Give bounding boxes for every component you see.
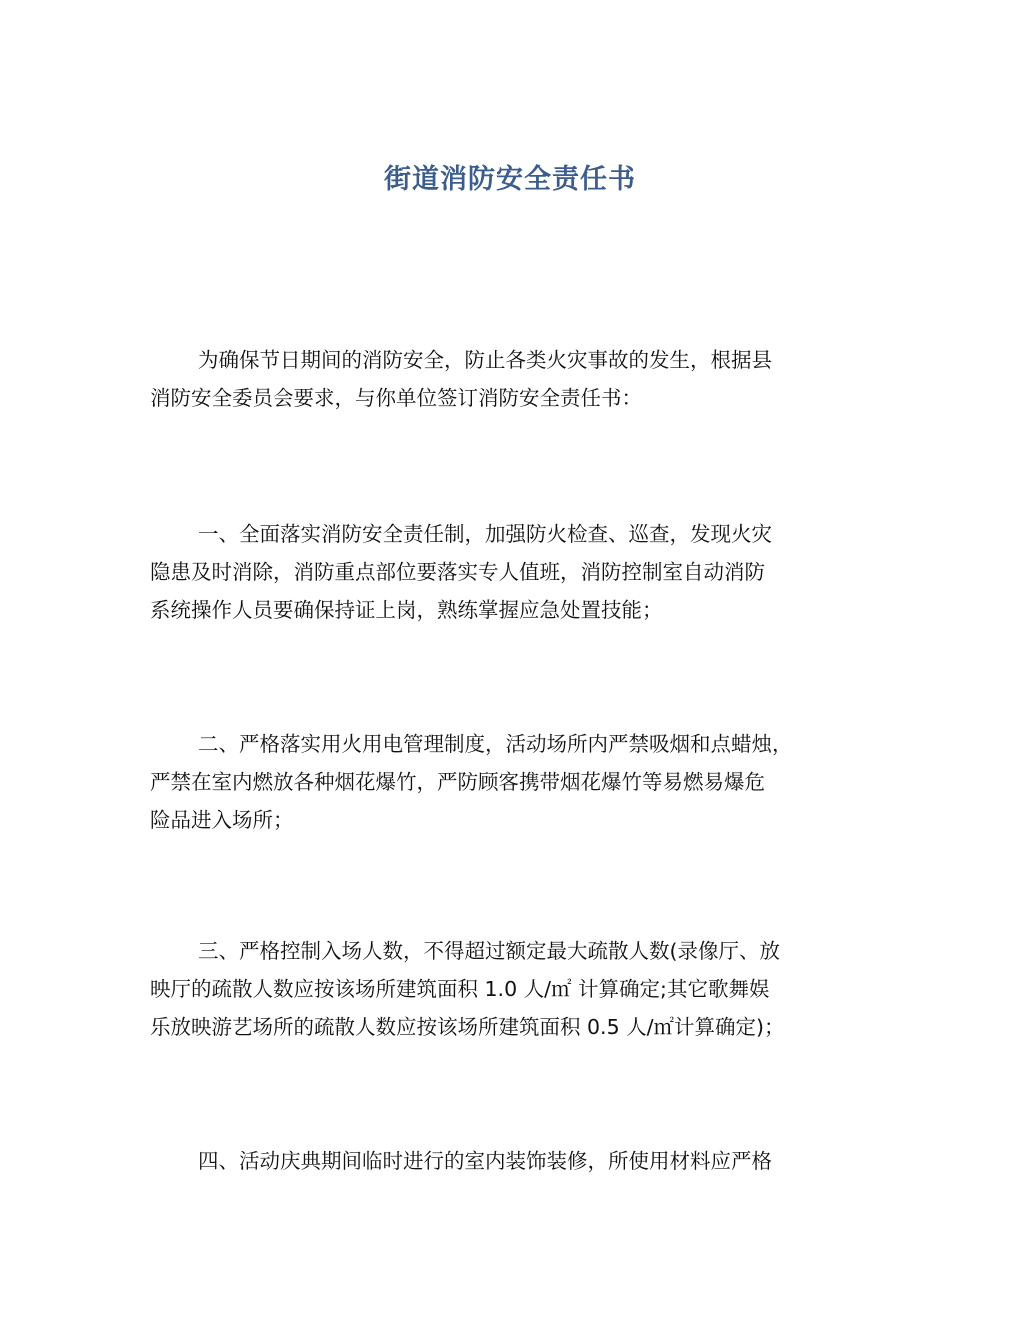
paragraph-line: 险品进入场所； — [150, 808, 294, 832]
paragraph-line: 一、全面落实消防安全责任制，加强防火检查、巡查，发现火灾 — [198, 522, 772, 546]
paragraph-line: 严禁在室内燃放各种烟花爆竹，严防顾客携带烟花爆竹等易燃易爆危 — [150, 770, 765, 794]
paragraph-item-three — [150, 932, 870, 1046]
paragraph-intro — [150, 341, 870, 417]
paragraph-item-one — [150, 515, 870, 629]
paragraph-line: 消防安全委员会要求，与你单位签订消防安全责任书： — [150, 386, 642, 410]
paragraph-line: 四、活动庆典期间临时进行的室内装饰装修，所使用材料应严格 — [198, 1149, 772, 1173]
paragraph-item-four — [150, 1142, 870, 1180]
paragraph-line: 隐患及时消除，消防重点部位要落实专人值班，消防控制室自动消防 — [150, 560, 765, 584]
paragraph-line: 为确保节日期间的消防安全，防止各类火灾事故的发生，根据县 — [198, 348, 772, 372]
paragraph-line: 乐放映游艺场所的疏散人数应按该场所建筑面积 0.5 人/㎡计算确定)； — [150, 1015, 785, 1039]
paragraph-item-two — [150, 725, 870, 839]
document-title: 街道消防安全责任书 — [384, 164, 636, 195]
paragraph-line: 二、严格落实用火用电管理制度，活动场所内严禁吸烟和点蜡烛， — [198, 732, 793, 756]
paragraph-line: 映厅的疏散人数应按该场所建筑面积 1.0 人/㎡ 计算确定;其它歌舞娱 — [150, 977, 770, 1001]
paragraph-line: 三、严格控制入场人数，不得超过额定最大疏散人数(录像厅、放 — [198, 939, 780, 963]
paragraph-line: 系统操作人员要确保持证上岗，熟练掌握应急处置技能； — [150, 598, 663, 622]
